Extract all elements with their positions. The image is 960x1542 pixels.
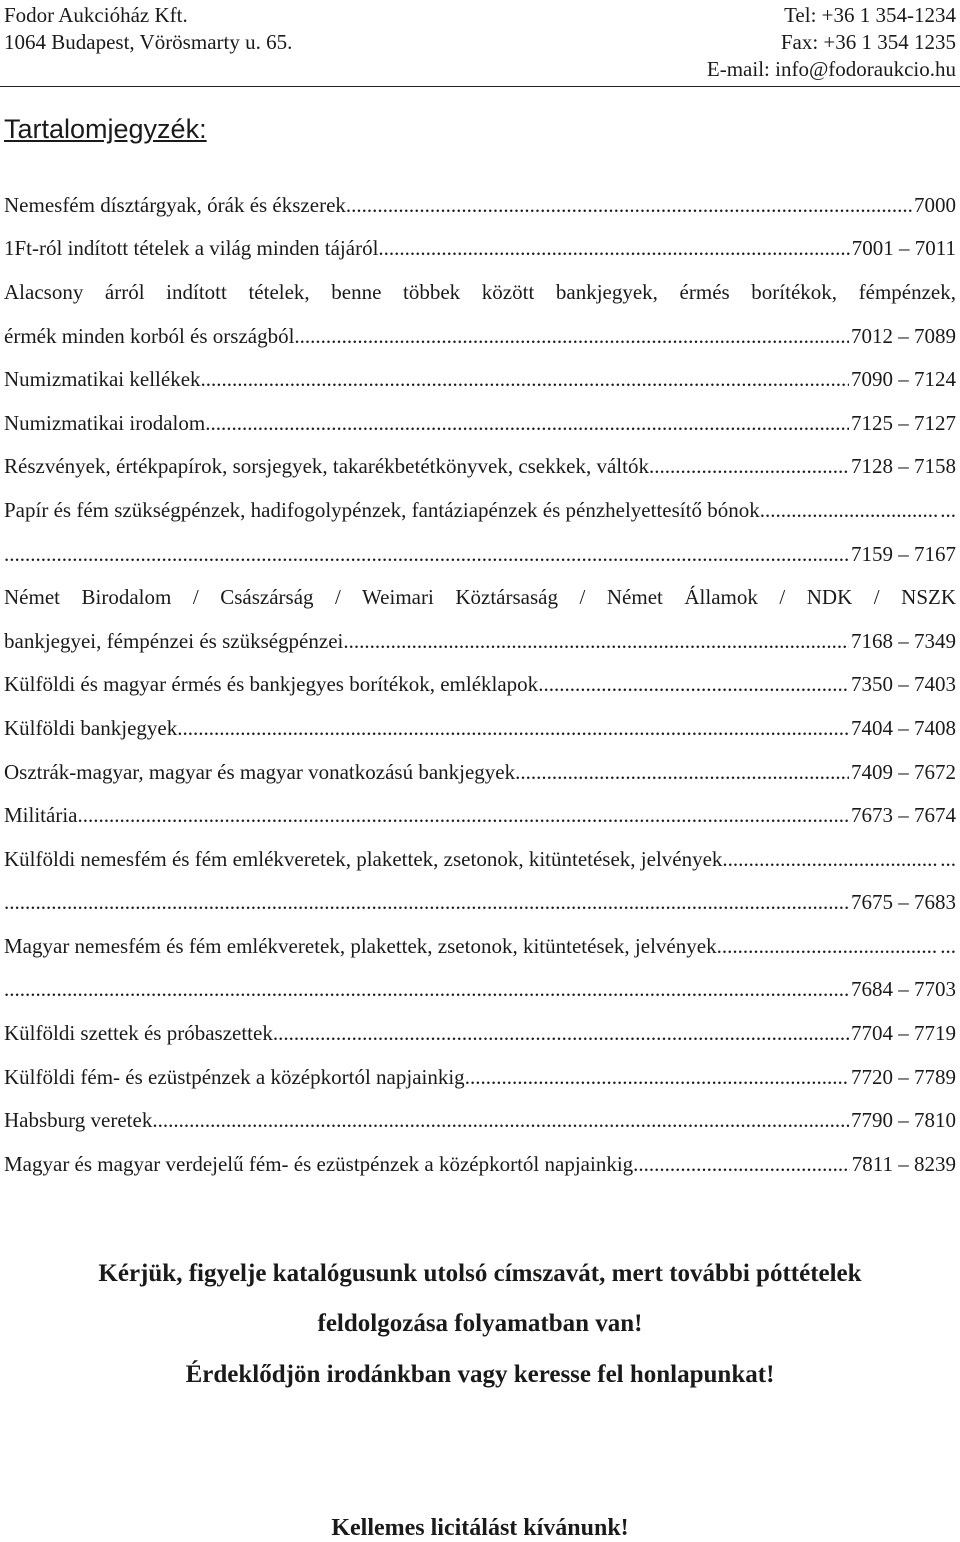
toc-entry [4,183,956,227]
toc-entry-pages: 7128 – 7158 [851,454,956,479]
toc-title: Tartalomjegyzék: [4,114,207,144]
letterhead [0,0,960,87]
toc-entry [4,445,956,489]
toc-entry [4,227,956,271]
toc-leader-dots [152,1102,849,1138]
toc-leader-dots [77,797,849,833]
toc-entry-pages: 7720 – 7789 [851,1064,956,1089]
toc-entry-label: Külföldi bankjegyek [4,715,178,740]
phone-number: Tel: +36 1 354-1234 [784,3,956,27]
toc-entry-label: Magyar és magyar verdejelű fém- és ezüstpénzek a középkortól napjainkig [4,1151,634,1176]
toc-entry-pages: ... [940,497,956,522]
table-of-contents [4,183,956,1186]
toc-entry-pages: 7159 – 7167 [851,541,956,566]
toc-leader-dots [649,448,849,484]
toc-entry-label: Papír és fém szükségpénzek, hadifogolypénzek, fantáziapénzek és pénzhelyettesítő bónok [4,497,760,522]
toc-entry [4,1011,956,1055]
toc-entry-pages: ... [940,846,956,871]
toc-leader-dots [273,1015,849,1051]
toc-entry-label: Osztrák-magyar, magyar és magyar vonatkozású bankjegyek [4,759,516,784]
contact-info [707,2,956,83]
company-address: 1064 Budapest, Vörösmarty u. 65. [4,30,293,54]
toc-entry-label: Részvények, értékpapírok, sorsjegyek, takarékbetétkönyvek, csekkek, váltók [4,454,649,479]
toc-entry-label: bankjegyei, fémpénzei és szükségpénzei [4,628,344,653]
toc-entry-label: Numizmatikai irodalom [4,410,206,435]
toc-entry-pages: 7675 – 7683 [851,890,956,915]
toc-entry-label: Nemesfém dísztárgyak, órák és ékszerek [4,192,346,217]
toc-entry-pages: 7684 – 7703 [851,977,956,1002]
toc-entry-label: Habsburg veretek [4,1108,153,1133]
toc-leader-dots [515,754,849,790]
toc-entry-pages: 7404 – 7408 [851,715,956,740]
toc-entry [4,488,956,532]
toc-leader-dots [760,492,939,528]
toc-entry-pages: 7409 – 7672 [851,759,956,784]
toc-leader-dots [465,1059,849,1095]
company-name: Fodor Aukcióház Kft. [4,3,188,27]
toc-entry-label: Külföldi és magyar érmés és bankjegyes borítékok, emléklapok [4,672,539,697]
toc-entry [4,663,956,707]
toc-entry [4,924,956,968]
toc-leader-dots [717,928,939,964]
toc-leader-dots [538,666,849,702]
toc-entry-label: Külföldi szettek és próbaszettek [4,1021,273,1046]
toc-entry-label: Külföldi fém- és ezüstpénzek a középkortól napjainkig [4,1064,465,1089]
toc-entry-pages: 7350 – 7403 [851,672,956,697]
toc-entry [4,575,956,619]
toc-entry [4,532,956,576]
toc-entry-label: Magyar nemesfém és fém emlékveretek, plakettek, zsetonok, kitüntetések, jelvények [4,933,717,958]
toc-entry [4,401,956,445]
toc-leader-dots [294,318,849,354]
toc-entry-pages: 7000 [914,192,956,217]
toc-leader-dots [346,187,912,223]
notice-line-2: feldolgozása folyamatban van! [317,1310,643,1337]
fax-number: Fax: +36 1 354 1235 [780,30,956,54]
notice-line-1: Kérjük, figyelje katalógusunk utolsó címszavát, mert további póttételek [98,1260,862,1287]
toc-leader-dots [343,623,849,659]
toc-entry [4,1055,956,1099]
toc-entry [4,1142,956,1186]
toc-leader-dots [633,1146,850,1182]
toc-leader-dots [722,841,938,877]
toc-entry-pages: 7090 – 7124 [851,367,956,392]
toc-entry [4,881,956,925]
toc-entry [4,357,956,401]
company-info [4,2,292,56]
toc-entry [4,793,956,837]
toc-entry [4,968,956,1012]
toc-entry-label: 1Ft-ról indított tételek a világ minden tájáról [4,236,379,261]
toc-entry-pages: 7125 – 7127 [851,410,956,435]
email-address: E-mail: info@fodoraukcio.hu [706,57,956,81]
toc-entry-pages: 7168 – 7349 [851,628,956,653]
toc-entry [4,619,956,663]
toc-entry-pages: 7673 – 7674 [851,803,956,828]
toc-entry [4,270,956,314]
toc-entry-label: Német Birodalom / Császárság / Weimari Köztársaság / Német Államok / NDK / NSZK [4,585,956,610]
toc-entry-label: Numizmatikai kellékek [4,367,201,392]
toc-entry-label: Alacsony árról indított tételek, benne többek között bankjegyek, érmés borítékok, fémpénzek, [4,279,956,304]
toc-entry-pages: ... [940,933,956,958]
toc-entry-pages: 7704 – 7719 [851,1021,956,1046]
closing-line: Kellemes licitálást kívánunk! [331,1515,629,1541]
toc-entry [4,314,956,358]
toc-entry-pages: 7012 – 7089 [851,323,956,348]
toc-entry-pages: 7001 – 7011 [851,236,956,261]
toc-entry-pages: 7811 – 8239 [851,1151,956,1176]
toc-entry [4,837,956,881]
toc-entry [4,1098,956,1142]
toc-entry-label: érmék minden korból és országból [4,323,295,348]
toc-leader-dots [4,971,849,1007]
toc-leader-dots [177,710,849,746]
toc-leader-dots [4,884,849,920]
toc-leader-dots [205,405,849,441]
toc-entry-label: Külföldi nemesfém és fém emlékveretek, plakettek, zsetonok, kitüntetések, jelvények [4,846,723,871]
toc-entry [4,750,956,794]
toc-entry [4,706,956,750]
toc-entry-label: Militária [4,803,78,828]
notice-line-3: Érdeklődjön irodánkban vagy keresse fel honlapunkat! [185,1361,775,1388]
toc-leader-dots [201,361,849,397]
toc-entry-pages: 7790 – 7810 [851,1108,956,1133]
toc-leader-dots [378,230,849,266]
toc-leader-dots [4,536,849,572]
